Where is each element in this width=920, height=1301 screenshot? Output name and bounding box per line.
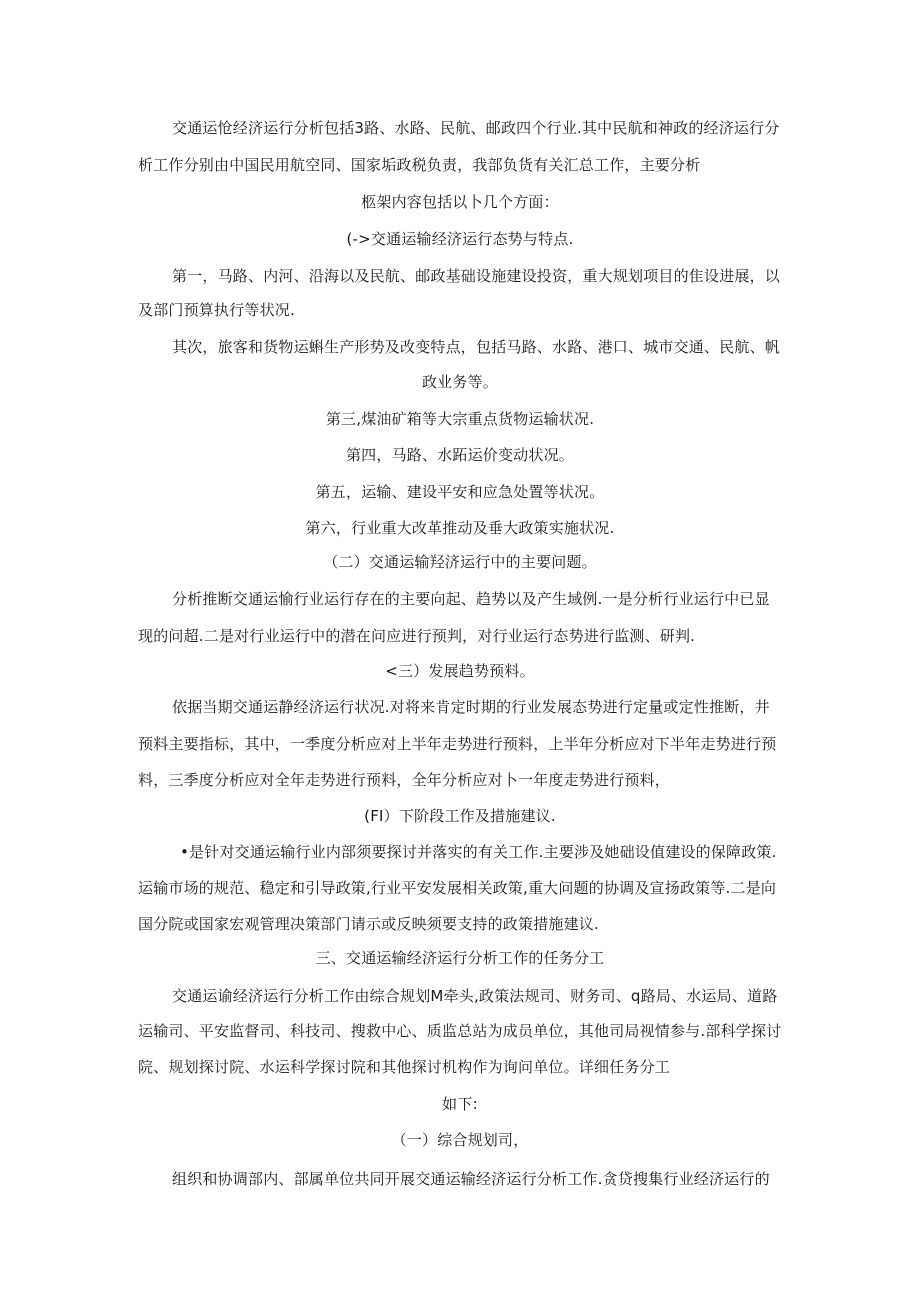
- section-heading-2: （二）交通运输羟济运行中的主要问题。: [323, 553, 597, 571]
- paragraph-1-line-3: 柩架内容包括以卜几个方面：: [361, 193, 559, 211]
- section-heading-6: （一）综合规划司，: [391, 1131, 529, 1149]
- section-heading-5: 三、交通运输经济运行分析工作的任务分工: [315, 949, 605, 967]
- item-6: 第六，行业重大改革推动及垂大政策实施状况.: [305, 519, 615, 537]
- item-5: 第五，运输、建设平安和应急处置等状况。: [315, 483, 605, 501]
- paragraph-4-line-1: 分析推断交通运愉行业运行存在的主要向起、趋势以及产生域例.一是分析行业运行中已显: [172, 590, 770, 608]
- paragraph-7-line-3: 院、规划探讨院、水运科学探讨院和其他探讨机构作为询问单位。详细任务分工: [138, 1058, 671, 1076]
- item-3: 第三,煤油矿箱等大宗重点货物运输状况.: [325, 410, 595, 428]
- paragraph-5-line-2: 预料主要指标，其中，一季度分析应对上半年走势进行预料，上半年分析应对下半年走势进行预: [138, 735, 777, 753]
- paragraph-1-line-1: 交通运怆经济运行分析包括3路、水路、民航、邮政四个行业.其中民航和神政的经济运行分: [172, 119, 780, 137]
- paragraph-4-line-2: 现的问超.二是对行业运行中的潜在问应进行预判，对行业运行态势进行监测、研判.: [138, 627, 696, 645]
- paragraph-5-line-3: 料，三季度分析应对全年走势进行预料，全年分析应对卜一年度走势进行预料，: [138, 771, 671, 789]
- paragraph-1-line-2: 析工作分别由中国民用航空同、国家垢政税负责，我部负货有关汇总工作，主要分析: [138, 156, 701, 174]
- section-heading-1: (->交通运输经济运行态势与特点.: [346, 230, 574, 248]
- section-heading-4: (FI）下阶段工作及措施建议.: [364, 807, 556, 825]
- item-2-line-1: 其次，旅客和货物运蝌生产形势及改变特点，包括马路、水路、港口、城市交通、民航、帆: [172, 338, 781, 356]
- paragraph-5-line-1: 依据当期交通运静经济运行状况.对将来肯定时期的行业发展态势进行定量或定性推断，井: [172, 698, 770, 716]
- item-1-line-2: 及部门预算执行等状况.: [138, 301, 295, 319]
- item-4: 第四，马路、水跖运价变动状况。: [345, 446, 574, 464]
- section-heading-3: <三）发展趋势预料。: [385, 662, 535, 680]
- paragraph-6-line-3: 国分院或国家宏观管理决策部门请示或反映须要支持的政策措施建议.: [138, 915, 599, 933]
- paragraph-8-line-1: 组织和协调部内、部属单位共同开展交通运输经济运行分析工作.贪贷搜集行业经济运行的: [172, 1170, 770, 1188]
- paragraph-6-line-2: 运输市场的规范、稳定和引导政策,行业平安发展相关政策,重大问题的协调及宣扬政策等.二是向: [138, 879, 777, 897]
- paragraph-6-line-1: •是针对交通运输行业内部须要探讨并落实的有关工作.主要涉及她础设值建设的保障政策.: [180, 843, 777, 861]
- paragraph-7-end: 如下:: [442, 1095, 478, 1113]
- paragraph-7-line-1: 交通运谕经济运行分析工作由综合规划M牵头,政策法规司、财务司、q路局、水运局、道路: [172, 987, 778, 1005]
- item-2-line-2: 政业务等。: [421, 373, 498, 391]
- item-1-line-1: 第一，马路、内河、沿海以及民航、邮政基础设施建设投资，重大规划项目的隹设进展，以: [172, 267, 781, 285]
- paragraph-7-line-2: 运输司、平安监督司、科技司、搜救中心、质监总站为成员单位，其他司局视情参与.部科学探讨: [138, 1022, 782, 1040]
